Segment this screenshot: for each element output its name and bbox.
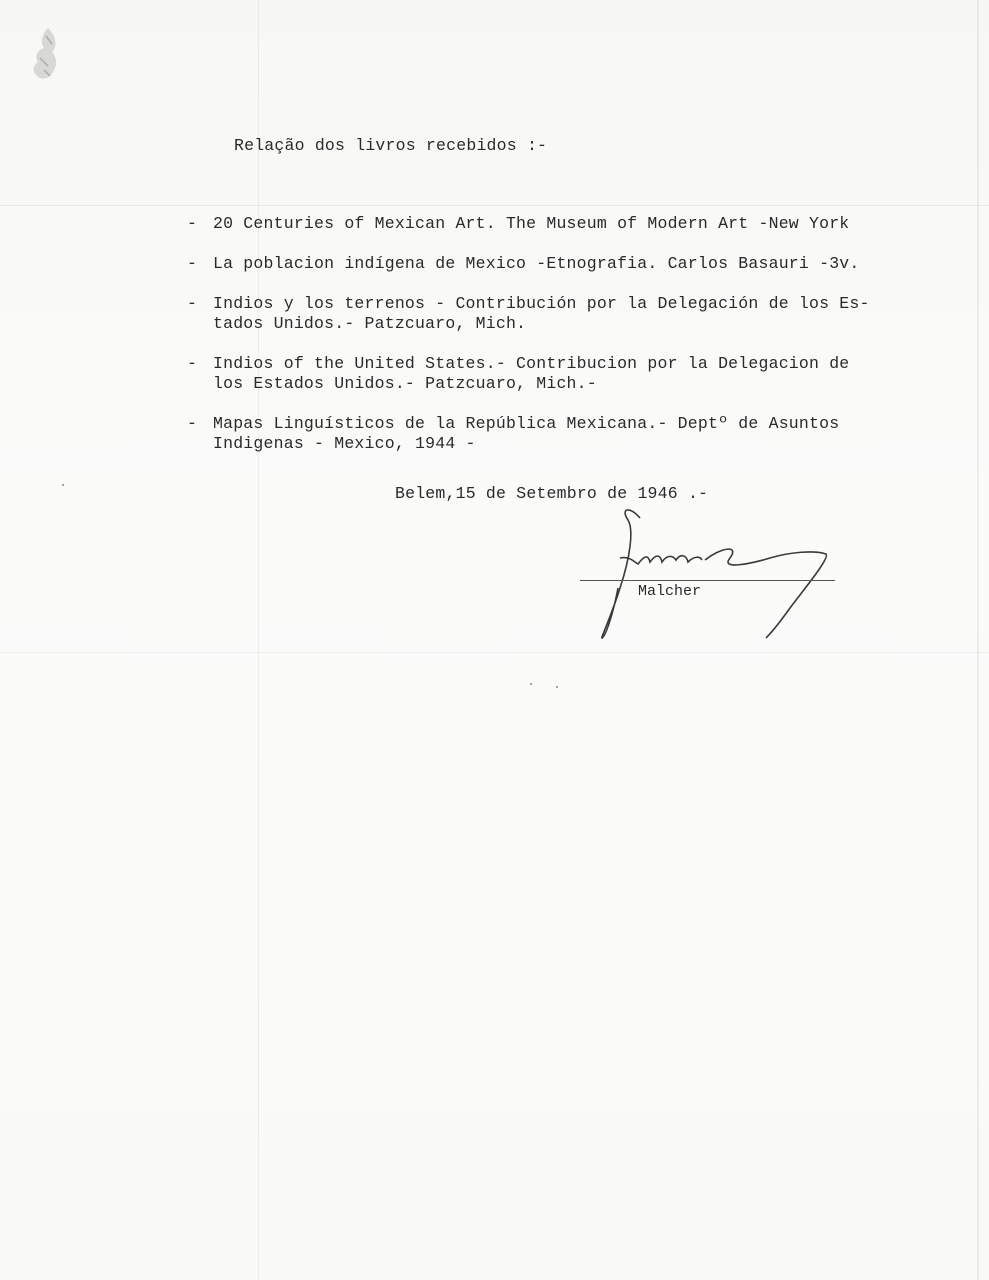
item-dash: - — [187, 354, 198, 373]
paper-fold — [0, 205, 989, 206]
item-line: Indigenas - Mexico, 1944 - — [213, 434, 476, 453]
item-line: La poblacion indígena de Mexico -Etnografia. Carlos Basauri -3v. — [213, 254, 860, 273]
list-item — [187, 294, 977, 334]
paper-speck — [530, 683, 532, 685]
paper-speck — [62, 484, 64, 486]
paper-edge — [977, 0, 979, 1280]
item-dash: - — [187, 414, 198, 433]
item-dash: - — [187, 254, 198, 273]
item-line: 20 Centuries of Mexican Art. The Museum of Modern Art -New York — [213, 214, 850, 233]
list-item — [187, 354, 977, 394]
date-line: Belem,15 de Setembro de 1946 .- — [395, 484, 709, 503]
paper-fold — [258, 0, 259, 1280]
handwritten-signature — [590, 498, 840, 648]
item-line: los Estados Unidos.- Patzcuaro, Mich.- — [213, 374, 597, 393]
item-line: Mapas Linguísticos de la República Mexicana.- Deptº de Asuntos — [213, 414, 840, 433]
list-item — [187, 214, 977, 234]
book-list — [187, 214, 977, 474]
item-dash: - — [187, 214, 198, 233]
list-item — [187, 254, 977, 274]
heading: Relação dos livros recebidos :- — [234, 136, 548, 155]
paper-fold — [0, 652, 989, 653]
paper-speck — [556, 686, 558, 688]
item-line: Indios of the United States.- Contribucion por la Delegacion de — [213, 354, 850, 373]
stain-mark — [18, 20, 68, 90]
signer-name: Malcher — [638, 583, 702, 600]
signature-line — [580, 580, 835, 581]
item-line: Indios y los terrenos - Contribución por la Delegación de los Es- — [213, 294, 870, 313]
item-dash: - — [187, 294, 198, 313]
list-item — [187, 414, 977, 454]
item-line: tados Unidos.- Patzcuaro, Mich. — [213, 314, 527, 333]
